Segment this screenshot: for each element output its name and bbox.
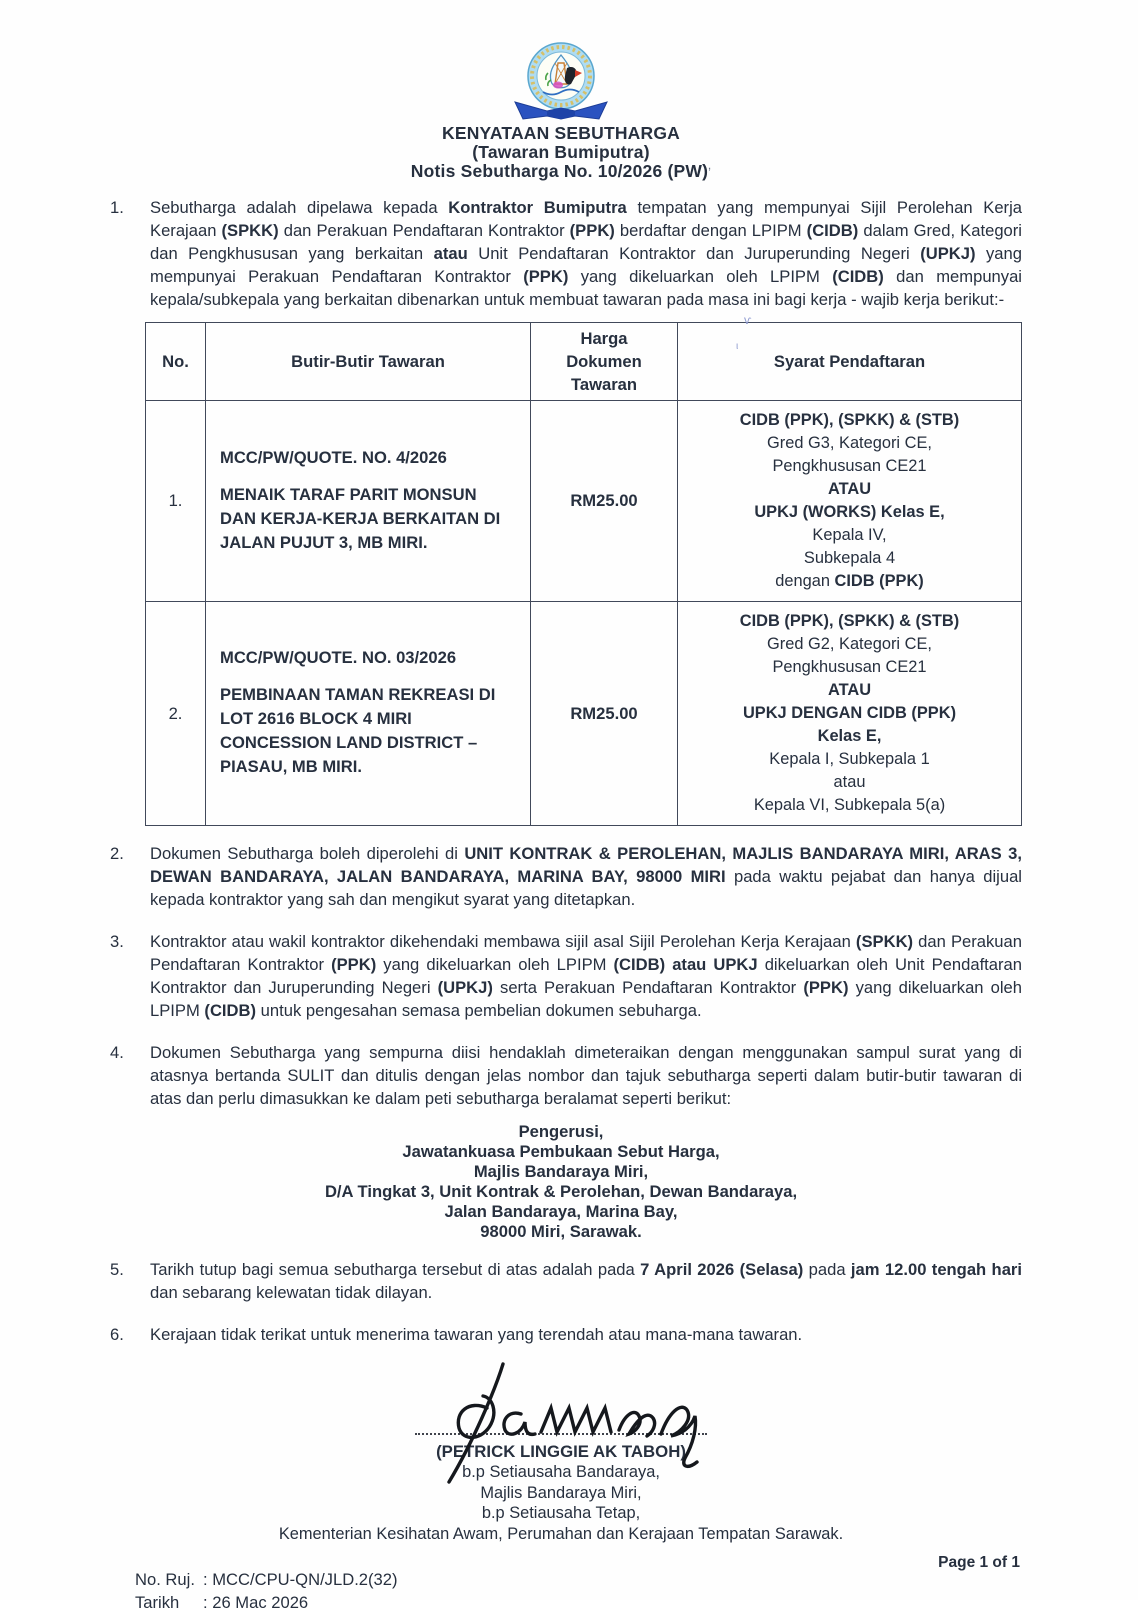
registration-requirements: CIDB (PPK), (SPKK) & (STB) Gred G3, Kategori CE, Pengkhususan CE21 ATAU UPKJ (WORKS) Kelas E, Kepala IV, Subkepala 4 dengan CIDB (PPK) [678, 401, 1022, 602]
table-row-1 [146, 401, 1022, 602]
table-row-2 [146, 602, 1022, 826]
notice-item-4 [100, 1041, 1022, 1110]
item-text: Kontraktor atau wakil kontraktor dikehendaki membawa sijil asal Sijil Perolehan Kerja Kerajaan (SPKK) dan Perakuan Pendaftaran Kontraktor (PPK) yang dikeluarkan oleh LPIPM (CIDB) atau UPKJ dikeluarkan oleh Unit Pendaftaran Kontraktor dan Juruperunding Negeri (UPKJ) serta Perakuan Pendaftaran Kontraktor (PPK) yang dikeluarkan oleh LPIPM (CIDB) untuk pengesahan semasa pembelian dokumen sebuharga. [150, 932, 1023, 1020]
item-number: 1. [110, 198, 124, 217]
notice-item-6 [100, 1323, 1022, 1346]
item-number: 4. [110, 1043, 124, 1062]
quote-ref: MCC/PW/QUOTE. NO. 03/2026 [220, 648, 457, 667]
quotation-table [145, 322, 1022, 826]
table-header-row [146, 323, 1022, 401]
document-price: RM25.00 [531, 602, 678, 826]
notice-item-1 [100, 196, 1022, 311]
scan-artifact: ⱱ [744, 313, 752, 327]
tender-details [206, 602, 531, 826]
notice-number: Notis Sebutharga No. 10/2026 (PW)ʼ [410, 161, 712, 181]
scan-artifact: ʼ [708, 165, 712, 180]
work-title: PEMBINAAN TAMAN REKREASI DI LOT 2616 BLOCK 4 MIRI CONCESSION LAND DISTRICT – PIASAU, MB MIRI. [220, 685, 496, 776]
ref-number-line [135, 1568, 1022, 1591]
table-header-butir: Butir-Butir Tawaran [206, 323, 531, 401]
document-footer [135, 1568, 1022, 1614]
table-header-no: No. [146, 323, 206, 401]
item-number: 6. [110, 1325, 124, 1344]
signatory-role-line: Majlis Bandaraya Miri, [480, 1483, 642, 1502]
row-number: 2. [146, 602, 206, 826]
tender-details [206, 401, 531, 602]
address-line: Pengerusi, [518, 1122, 604, 1141]
item-text: Dokumen Sebutharga yang sempurna diisi hendaklah dimeteraikan dengan menggunakan sampul surat yang di atasnya bertanda SULIT dan ditulis dengan jelas nombor dan tajuk sebutharga seperti dalam butir-butir tawaran di atas dan perlu dimasukkan ke dalam peti sebutharga beralamat seperti berikut: [150, 1043, 1022, 1108]
signatory-role-line: Kementerian Kesihatan Awam, Perumahan dan Kerajaan Tempatan Sarawak. [278, 1524, 844, 1543]
item-text: Kerajaan tidak terikat untuk menerima tawaran yang terendah atau mana-mana tawaran. [150, 1325, 803, 1344]
logo-container [100, 40, 1022, 124]
majlis-bandaraya-miri-crest-logo [501, 40, 621, 124]
quote-ref: MCC/PW/QUOTE. NO. 4/2026 [220, 447, 447, 467]
notice-item-5 [100, 1258, 1022, 1304]
table-header-syarat: Syarat Pendaftaran [678, 323, 1022, 401]
item-text: Tarikh tutup bagi semua sebutharga tersebut di atas adalah pada 7 April 2026 (Selasa) pada jam 12.00 tengah hari dan sebarang kelewatan tidak dilayan. [150, 1260, 1022, 1302]
address-line: 98000 Miri, Sarawak. [480, 1222, 642, 1241]
notice-item-2 [100, 842, 1022, 911]
document-price: RM25.00 [531, 401, 678, 602]
mailing-address [100, 1122, 1022, 1242]
document-subtitle: (Tawaran Bumiputra) [472, 142, 650, 162]
item-text: Dokumen Sebutharga boleh diperolehi di UNIT KONTRAK & PEROLEHAN, MAJLIS BANDARAYA MIRI, ARAS 3, DEWAN BANDARAYA, JALAN BANDARAYA, MARINA BAY, 98000 MIRI pada waktu pejabat dan hanya dijual kepada kontraktor yang sah dan mengikut syarat yang ditetapkan. [150, 844, 1022, 909]
registration-requirements: CIDB (PPK), (SPKK) & (STB) Gred G2, Kategori CE, Pengkhususan CE21 ATAU UPKJ DENGAN CIDB (PPK) Kelas E, Kepala I, Subkepala 1 atau Kepala VI, Subkepala 5(a) [678, 602, 1022, 826]
address-line: Majlis Bandaraya Miri, [473, 1162, 649, 1181]
ref-value: : MCC/CPU-QN/JLD.2(32) [203, 1570, 398, 1589]
document-title: KENYATAAN SEBUTHARGA [442, 123, 680, 143]
date-value: : 26 Mac 2026 [203, 1593, 309, 1612]
work-title: MENAIK TARAF PARIT MONSUN DAN KERJA-KERJA BERKAITAN DI JALAN PUJUT 3, MB MIRI. [220, 484, 501, 552]
document-header [100, 124, 1022, 182]
signature-dotted-line [415, 1432, 707, 1435]
page-number: Page 1 of 1 [938, 1554, 1020, 1571]
signatory-role-line: b.p Setiausaha Bandaraya, [462, 1463, 660, 1481]
date-line [135, 1591, 1022, 1614]
ref-label: No. Ruj. [135, 1570, 195, 1589]
address-line: Jalan Bandaraya, Marina Bay, [444, 1202, 678, 1221]
item-number: 3. [110, 932, 124, 951]
item-number: 5. [110, 1260, 124, 1279]
address-line: D/A Tingkat 3, Unit Kontrak & Perolehan, Dewan Bandaraya, [324, 1182, 798, 1201]
table-header-harga: Harga Dokumen Tawaran [531, 323, 678, 401]
scan-artifact: ι [736, 341, 739, 352]
signatory-role-line: b.p Setiausaha Tetap, [481, 1504, 641, 1522]
notice-item-3 [100, 930, 1022, 1022]
signature-block [100, 1360, 1022, 1544]
row-number: 1. [146, 401, 206, 602]
signatory-name: (PETRICK LINGGIE AK TABOH) [436, 1442, 686, 1461]
item-text: Sebutharga adalah dipelawa kepada Kontraktor Bumiputra tempatan yang mempunyai Sijil Perolehan Kerja Kerajaan (SPKK) dan Perakuan Pendaftaran Kontraktor (PPK) berdaftar dengan LPIPM (CIDB) dalam Gred, Kategori dan Pengkhususan yang berkaitan atau Unit Pendaftaran Kontraktor dan Juruperunding Negeri (UPKJ) yang mempunyai Perakuan Pendaftaran Kontraktor (PPK) yang dikeluarkan oleh LPIPM (CIDB) dan mempunyai kepala/subkepala yang berkaitan dibenarkan untuk membuat tawaran pada masa ini bagi kerja - wajib kerja berikut:- [150, 198, 1022, 309]
date-label: Tarikh [135, 1593, 180, 1612]
signature-script-area [100, 1360, 1022, 1422]
address-line: Jawatankuasa Pembukaan Sebut Harga, [402, 1142, 720, 1161]
item-number: 2. [110, 844, 124, 863]
